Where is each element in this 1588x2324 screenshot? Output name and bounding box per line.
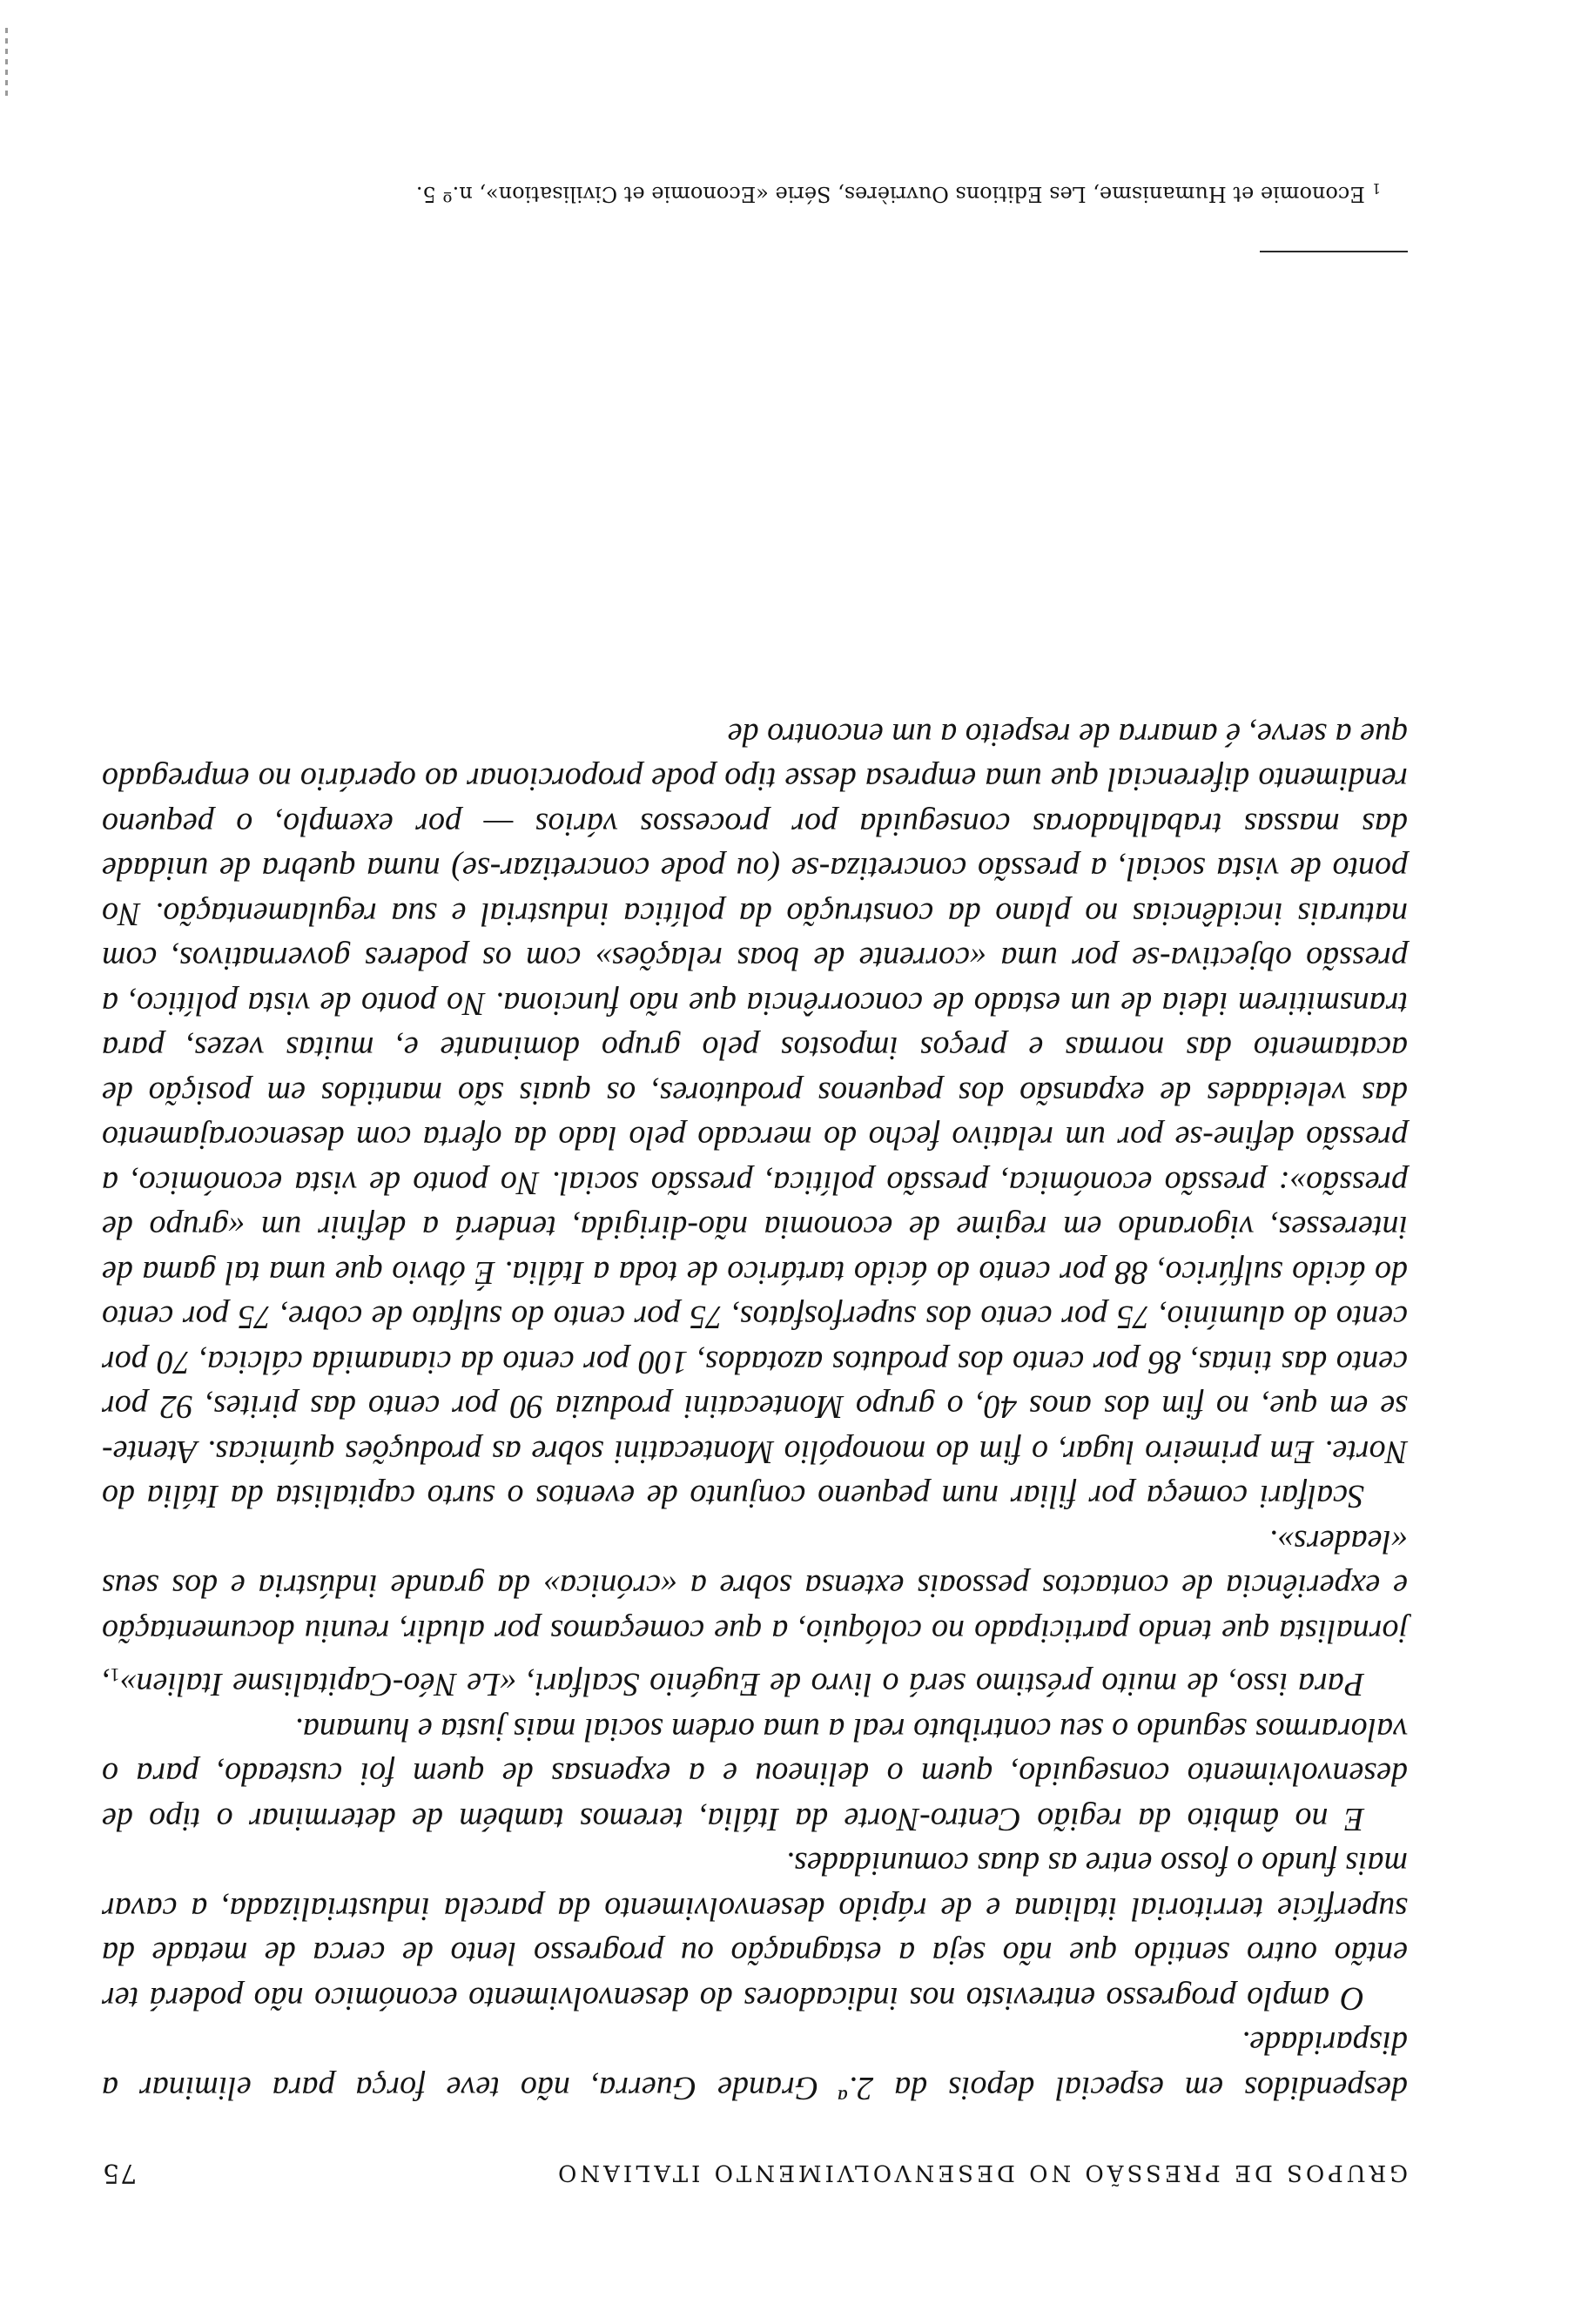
paragraph: O amplo progresso entrevisto nos indicadores do desenvolvimento económico não poderá ter então outro sentido que não seja a estagnação ou progresso lento de cerca de metade da superfície territorial italiana e de rápido desenvolvimento da parcela industrializada, a cavar mais fundo o fosso entre as duas comunidades.: [102, 1845, 1408, 2017]
paragraph: Scalfari começa por filiar num pequeno conjunto de eventos o surto capitalista da Itália do Norte. Em primeiro lugar, o fim do monopólio Montecatini sobre as produções químicas. Atente-se em que, no fim dos anos 40, o grupo Montecatini produzia 90 por cento das pirites, 92 por cento das tintas, 86 por cento dos produtos azotados, 100 por cento da cianamida cálcica, 70 por cento do alumínio, 75 por cento dos superfosfatos, 75 por cento do sulfato de cobre, 75 por cento do ácido sulfúrico, 88 por cento do ácido tartárico de toda a Itália. É óbvio que uma tal gama de interesses, vigorando em regime de economia não-dirigida, tenderá a definir um «grupo de pressão»: pressão económica, pressão política, pressão social. No ponto de vista económico, a pressão define-se por um relativo fecho do mercado pelo lado da oferta com desencorajamento das veleidades de expansão dos pequenos produtores, os quais são mantidos em posição de acatamento das normas e preços impostos pelo grupo dominante e, muitas vezes, para transmitirem ideia de um estado de concorrência que não funciona. No ponto de vista político, a pressão objectiva-se por uma «corrente de boas relações» com os poderes governativos, com naturais incidências no plano da construção da política industrial e sua regulamentação. No ponto de vista social, a pressão concretiza-se (ou pode concretizar-se) numa quebra de unidade das massas trabalhadoras conseguida por processos vários — por exemplo, o pequeno rendimento diferencial que uma empresa desse tipo pode proporcionar ao operário no empregado que a serve, é amarra de respeito a um encontro de: [102, 716, 1408, 1515]
paragraph-text: , jornalista que tendo participado no colóquio, a que começamos por aludir, reuniu documentação e experiência de contactos pessoais extensa sobre a «crónica» da grande indústria e dos seus «leaders».: [102, 1523, 1408, 1703]
scan-edge-mark: [5, 26, 8, 96]
paragraph: despendidos em especial depois da 2.ª Grande Guerra, não teve força para eliminar a disparidade.: [102, 2025, 1408, 2106]
paragraph: [102, 1519, 1408, 1707]
footnote-text: Economie et Humanisme, Les Editions Ouvrières, Série «Economie et Civilisation», n.º 5.: [415, 182, 1365, 206]
page-number: 75: [102, 2158, 138, 2188]
running-head-title: GRUPOS DE PRESSÃO NO DESENVOLVIMENTO ITALIANO: [555, 2159, 1408, 2186]
footnote-mark: 1: [1371, 180, 1381, 197]
footnote: [101, 173, 1381, 209]
paragraph: E no âmbito da região Centro-Norte da Itália, teremos também de determinar o tipo de desenvolvimento conseguido, quem o delineou e a expensas de quem foi custeado, para o valorarmos segundo o seu contributo real a uma ordem social mais justa e humana.: [102, 1711, 1408, 1837]
footnote-reference: 1: [110, 1664, 120, 1687]
body-text: [102, 712, 1408, 2111]
running-head: [102, 2153, 1408, 2192]
paragraph-text: Para isso, de muito préstimo será o livro de Eugénio Scalfari, «Le Néo-Capitalisme Italien»: [119, 1666, 1364, 1703]
footnote-divider: [1260, 251, 1408, 252]
